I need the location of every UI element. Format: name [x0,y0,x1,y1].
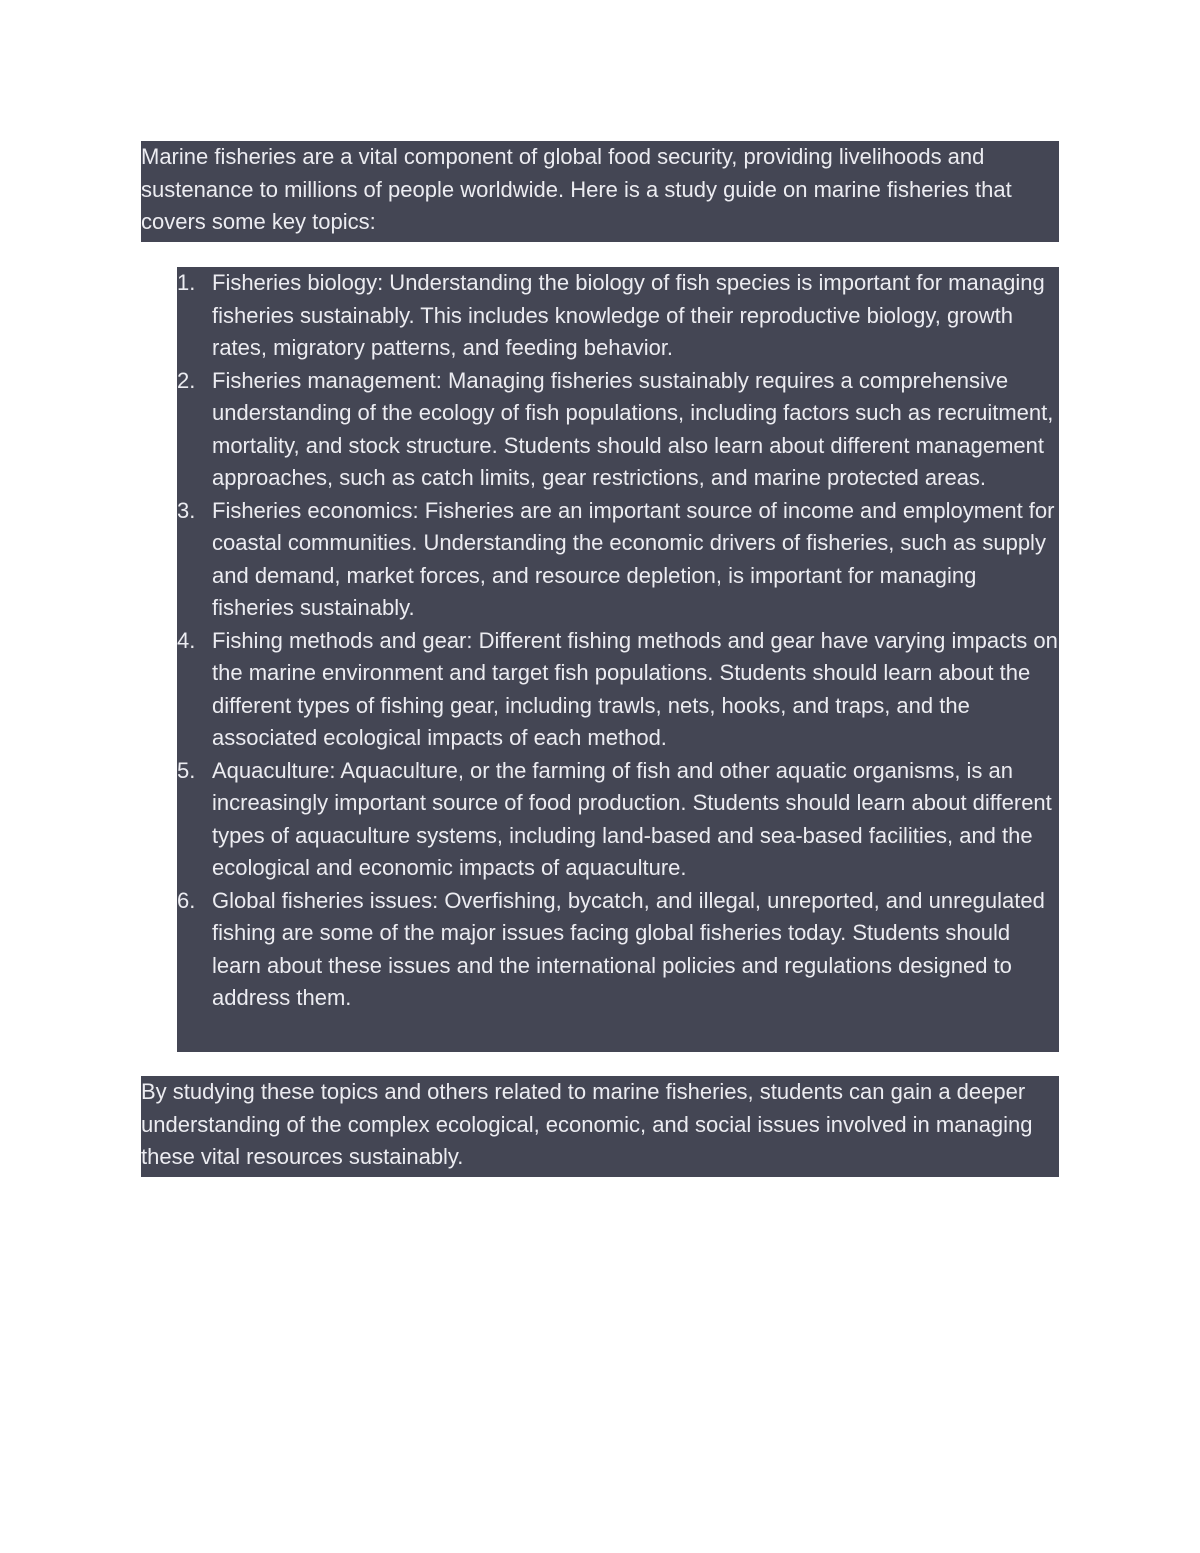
list-item [177,625,1059,755]
intro-paragraph: Marine fisheries are a vital component of global food security, providing livelihoods and sustenance to millions of people worldwide. Here is a study guide on marine fisheries that covers some key topics: [141,144,1012,234]
list-item [177,267,1059,365]
list-item-text: Fishing methods and gear: Different fishing methods and gear have varying impacts on the marine environment and target fish populations. Students should learn about the different types of fishing gear, including trawls, nets, hooks, and traps, and the associated ecological impacts of each method. [212,627,1058,750]
list-item-text: Fisheries biology: Understanding the biology of fish species is important for managing fisheries sustainably. This includes knowledge of their reproductive biology, growth rates, migratory patterns, and feeding behavior. [212,270,1045,360]
list-item-text: Fisheries management: Managing fisheries sustainably requires a comprehensive understanding of the ecology of fish populations, including factors such as recruitment, mortality, and stock structure. Students should also learn about different management approaches, such as catch limits, gear restrictions, and marine protected areas. [212,367,1054,490]
list-item-text: Aquaculture: Aquaculture, or the farming of fish and other aquatic organisms, is an increasingly important source of food production. Students should learn about different types of aquaculture systems, including land-based and sea-based facilities, and the ecological and economic impacts of aquaculture. [212,757,1052,880]
list-item-number: 6. [177,887,196,913]
list-item-number: 4. [177,627,196,653]
list-item [177,495,1059,625]
list-item-number: 3. [177,497,196,523]
list-item [177,885,1059,1015]
outro-paragraph: By studying these topics and others related to marine fisheries, students can gain a deeper understanding of the complex ecological, economic, and social issues involved in managing these vital resources sustainably. [141,1079,1033,1169]
list-item-number: 1. [177,270,196,295]
list-item-text: Fisheries economics: Fisheries are an important source of income and employment for coastal communities. Understanding the economic drivers of fisheries, such as supply and demand, market forces, and resource depletion, is important for managing fisheries sustainably. [212,497,1055,620]
topics-list-block [177,267,1059,1052]
list-item [177,365,1059,495]
topics-list [177,267,1059,1015]
list-item [177,755,1059,885]
outro-paragraph-block [141,1076,1059,1177]
list-item-number: 2. [177,367,196,393]
list-item-number: 5. [177,757,196,783]
list-item-text: Global fisheries issues: Overfishing, bycatch, and illegal, unreported, and unregulated fishing are some of the major issues facing global fisheries today. Students should learn about these issues and the international policies and regulations designed to address them. [212,887,1045,1010]
intro-paragraph-block [141,141,1059,242]
